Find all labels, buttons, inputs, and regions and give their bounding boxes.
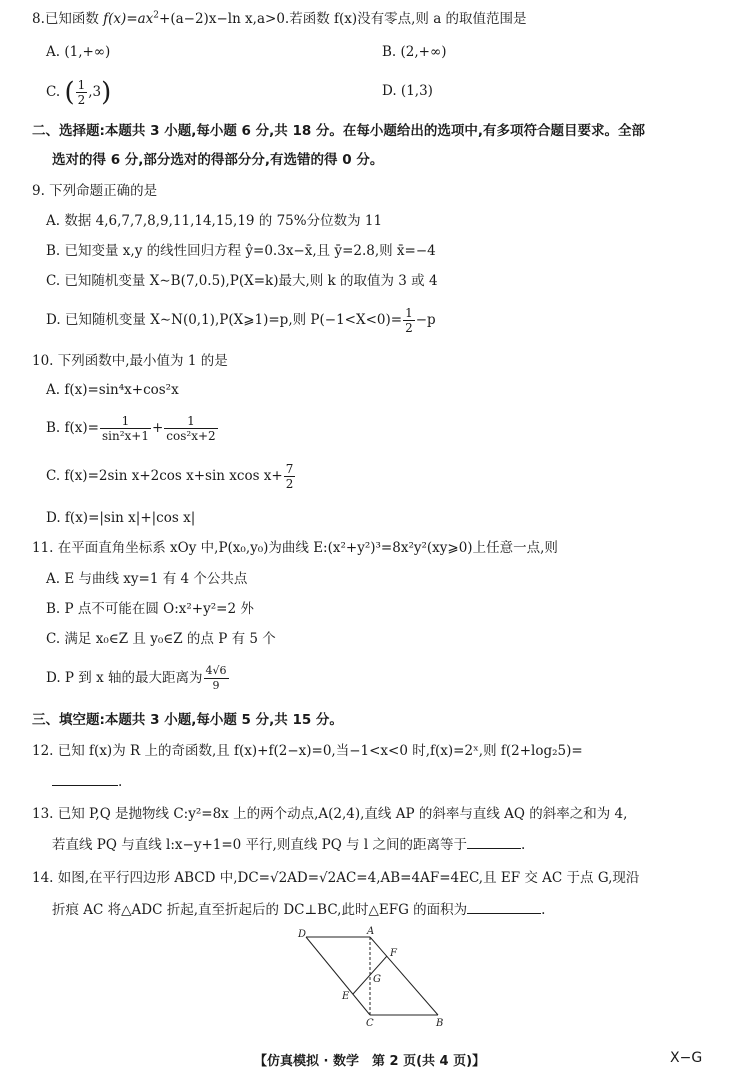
q10-option-c: C. f(x)=2sin x+2cos x+sin xcos x+ $\frac{7}{2}$ xyxy=(46,462,294,491)
q8-option-c: C. ( $\frac{1}{2}$ ,3) xyxy=(46,77,112,108)
section-2-heading-cont: 选对的得 6 分,部分选对的得部分分,有选错的得 0 分。 xyxy=(52,152,384,168)
q8-option-d: D. (1,3) xyxy=(382,83,433,99)
q9-option-c: C. 已知随机变量 X∼B(7,0.5),P(X=k)最大,则 k 的取值为 3 或 4 xyxy=(46,273,438,289)
q9-option-d: D. 已知随机变量 X∼N(0,1),P(X⩾1)=p,则 P(−1<X<0)= $\frac{1}{2}$ −p xyxy=(46,306,436,335)
page-footer: 【仿真模拟 · 数学 第 2 页(共 4 页)】 xyxy=(254,1054,486,1069)
q11-stem: 11. 在平面直角坐标系 xOy 中,P(x₀,y₀)为曲线 E:(x²+y²)³=8x²y²(xy⩾0)上任意一点,则 xyxy=(32,540,558,556)
label-e: E xyxy=(342,991,350,1002)
q9-option-a: A. 数据 4,6,7,7,8,9,11,14,15,19 的 75%分位数为 11 xyxy=(46,213,383,229)
label-c: C xyxy=(366,1018,374,1029)
q10-option-d: D. f(x)=|sin x|+|cos x| xyxy=(46,510,196,526)
q12-answer-blank[interactable] xyxy=(52,771,118,786)
q11-option-a: A. E 与曲线 xy=1 有 4 个公共点 xyxy=(46,571,248,587)
q10-option-a: A. f(x)=sin⁴x+cos²x xyxy=(46,382,179,398)
q13-line1: 13. 已知 P,Q 是抛物线 C:y²=8x 上的两个动点,A(2,4),直线 AP 的斜率与直线 AQ 的斜率之和为 4, xyxy=(32,806,628,822)
q8-option-a: A. (1,+∞) xyxy=(46,44,111,60)
segment-cd xyxy=(306,937,370,1015)
q14-line1: 14. 如图,在平行四边形 ABCD 中,DC=√2AD=√2AC=4,AB=4AF=4EC,且 EF 交 AC 于点 G,现沿 xyxy=(32,870,640,886)
q12-line1: 12. 已知 f(x)为 R 上的奇函数,且 f(x)+f(2−x)=0,当−1<x<0 时,f(x)=2ˣ,则 f(2+log₂5)= xyxy=(32,743,583,759)
section-2-heading: 二、选择题:本题共 3 小题,每小题 6 分,共 18 分。在每小题给出的选项中,有多项符合题目要求。全部 xyxy=(32,123,646,139)
label-b: B xyxy=(436,1018,444,1029)
label-g: G xyxy=(373,974,381,985)
q13-line2: 若直线 PQ 与直线 l:x−y+1=0 平行,则直线 PQ 与 l 之间的距离等于 . xyxy=(52,834,525,854)
parallelogram-figure xyxy=(290,925,450,1030)
q14-line2: 折痕 AC 将△ADC 折起,直至折起后的 DC⊥BC,此时△EFG 的面积为 . xyxy=(52,899,545,919)
label-f: F xyxy=(390,948,397,959)
section-3-heading: 三、填空题:本题共 3 小题,每小题 5 分,共 15 分。 xyxy=(32,712,343,728)
q12-line2: . xyxy=(52,771,122,791)
q13-answer-blank[interactable] xyxy=(467,834,521,849)
paper-code: X−G xyxy=(670,1050,703,1066)
label-a: A xyxy=(367,926,375,937)
q11-option-d: D. P 到 x 轴的最大距离为 $\frac{4√6}{9}$ xyxy=(46,664,227,692)
q8-option-b: B. (2,+∞) xyxy=(382,44,447,60)
q14-answer-blank[interactable] xyxy=(467,899,541,914)
q10-stem: 10. 下列函数中,最小值为 1 的是 xyxy=(32,353,228,369)
label-d: D xyxy=(298,929,307,940)
q11-option-c: C. 满足 x₀∈Z 且 y₀∈Z 的点 P 有 5 个 xyxy=(46,631,276,647)
q9-stem: 9. 下列命题正确的是 xyxy=(32,183,158,199)
q11-option-b: B. P 点不可能在圆 O:x²+y²=2 外 xyxy=(46,601,254,617)
q10-option-b: B. f(x)= $\frac{1}{\text{sin²x+1}}$ + $\frac{1}{\text{cos²x+2}}$ xyxy=(46,414,216,443)
q9-option-b: B. 已知变量 x,y 的线性回归方程 ŷ=0.3x−x̄,且 ȳ=2.8,则 x̄=−4 xyxy=(46,243,436,259)
q8-stem: 8.已知函数 $f(x)=ax^2+(a-2)x-\ln$ x,a>0.若函数 f(x)没有零点,则 a 的取值范围是 xyxy=(32,10,527,27)
